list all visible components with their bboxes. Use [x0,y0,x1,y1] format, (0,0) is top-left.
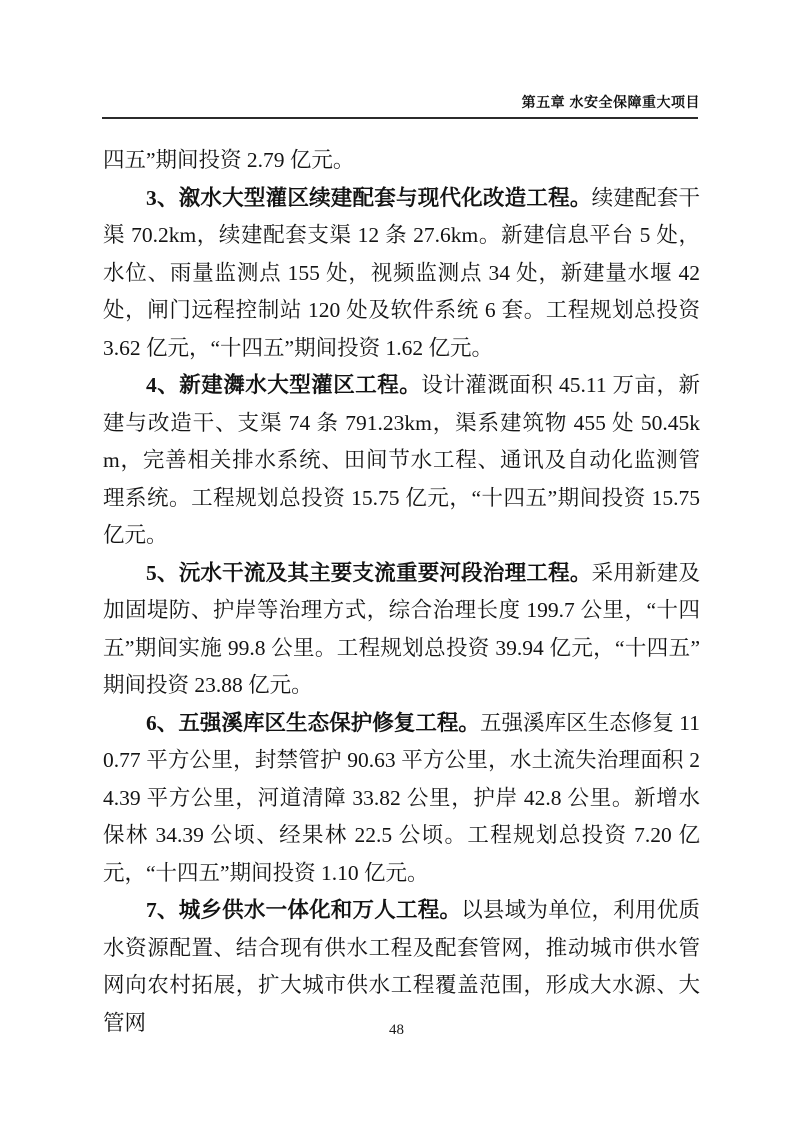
paragraph-continuation [103,142,700,180]
paragraph-project-7 [103,892,700,1042]
paragraph-text: 采用新建及加固堤防、护岸等治理方式，综合治理长度 199.7 公里，“十四五”期间实施 99.8 公里。工程规划总投资 39.94 亿元，“十四五”期间投资 23.88 亿元。 [103,560,700,697]
paragraph-project-4 [103,367,700,555]
paragraph-lead: 4、新建㵲水大型灌区工程。 [146,373,422,397]
paragraph-text: 五强溪库区生态修复 110.77 平方公里，封禁管护 90.63 平方公里，水土流失治理面积 24.39 平方公里，河道清障 33.82 公里，护岸 42.8 公里。新增水保林 34.39 公顷、经果林 22.5 公顷。工程规划总投资 7.20 亿元，“十四五”期间投资 1.10 亿元。 [103,710,700,885]
body-text [103,142,700,1042]
paragraph-lead: 3、溆水大型灌区续建配套与现代化改造工程。 [146,185,592,210]
page-number: 48 [389,1022,404,1038]
paragraph-project-3 [103,180,700,368]
paragraph-text: 以县域为单位，利用优质水资源配置、结合现有供水工程及配套管网，推动城市供水管网向农村拓展，扩大城市供水工程覆盖范围，形成大水源、大管网 [103,898,700,1035]
header-rule [102,117,698,119]
paragraph-text: 四五”期间投资 2.79 亿元。 [103,148,355,172]
paragraph-text: 设计灌溉面积 45.11 万亩，新建与改造干、支渠 74 条 791.23km，渠系建筑物 455 处 50.45km，完善相关排水系统、田间节水工程、通讯及自动化监测管理系统。工程规划总投资 15.75 亿元，“十四五”期间投资 15.75 亿元。 [103,373,700,547]
paragraph-project-6 [103,705,700,893]
paragraph-lead: 7、城乡供水一体化和万人工程。 [146,898,462,922]
chapter-running-head: 第五章 水安全保障重大项目 [521,94,700,110]
paragraph-lead: 5、沅水干流及其主要支流重要河段治理工程。 [146,560,592,585]
paragraph-lead: 6、五强溪库区生态保护修复工程。 [146,710,480,735]
paragraph-project-5 [103,555,700,705]
paragraph-text: 续建配套干渠 70.2km，续建配套支渠 12 条 27.6km。新建信息平台 5 处，水位、雨量监测点 155 处，视频监测点 34 处，新建量水堰 42 处，闸门远程控制站 120 处及软件系统 6 套。工程规划总投资 3.62 亿元，“十四五”期间投资 1.62 亿元。 [103,185,700,360]
